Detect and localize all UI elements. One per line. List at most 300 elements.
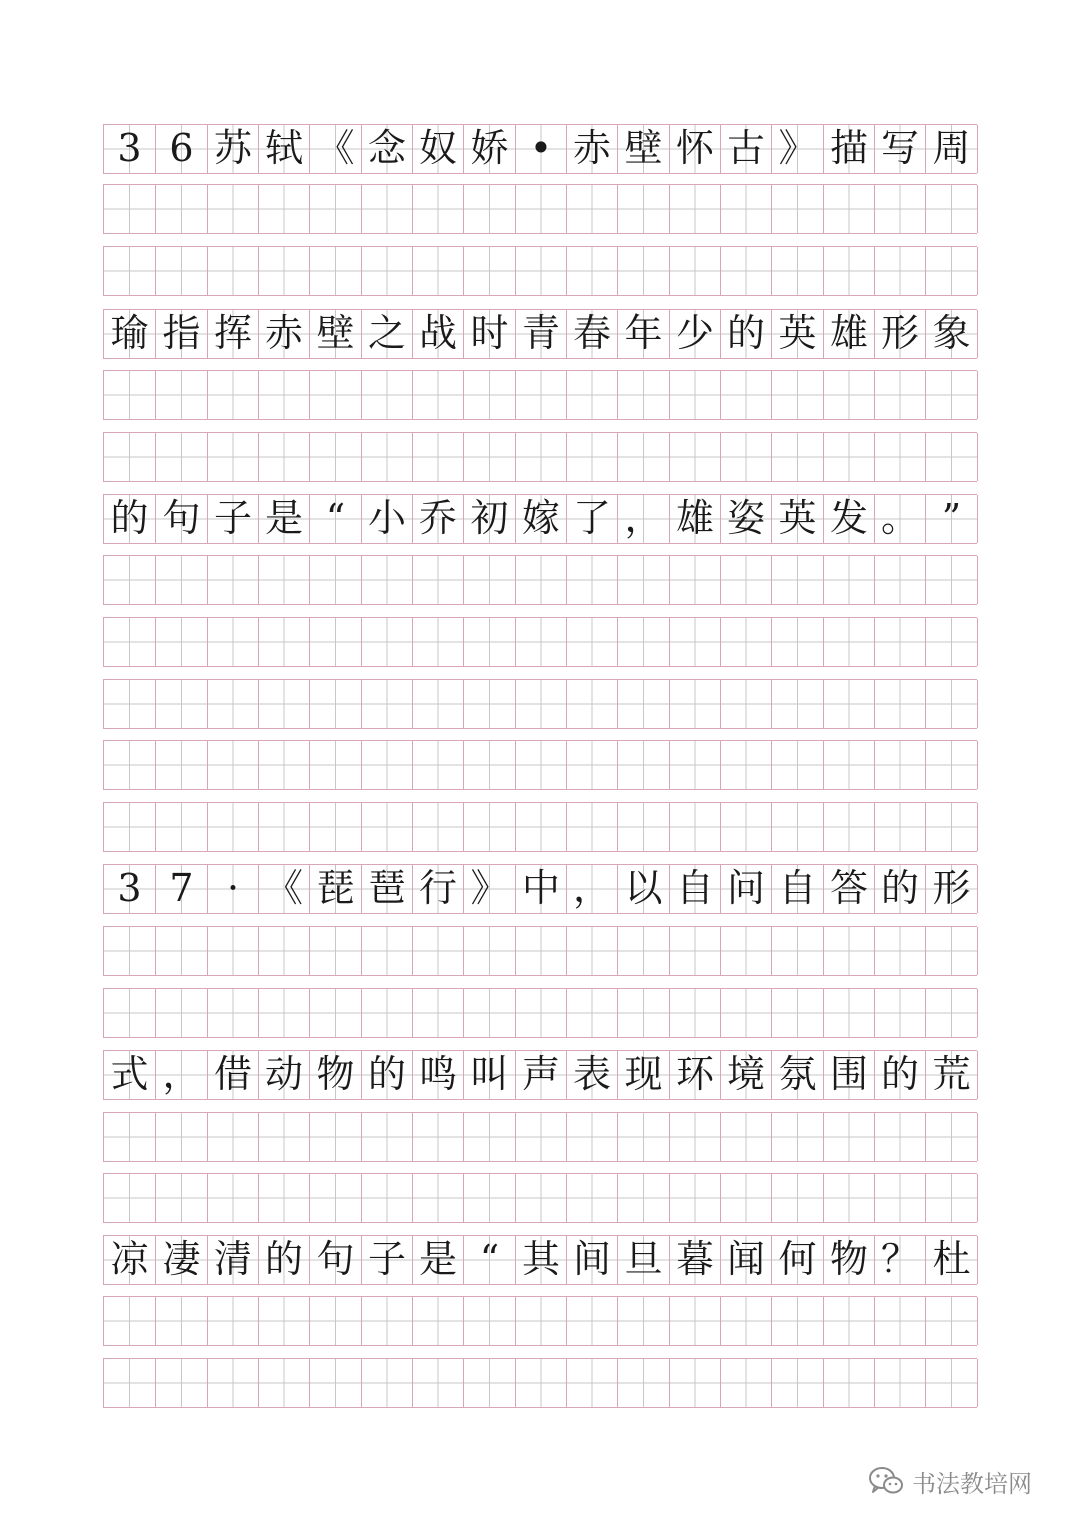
practice-cell [156,680,208,728]
practice-cell [516,741,567,789]
text-row [103,1235,977,1285]
practice-cell [824,185,875,233]
practice-cell [567,247,618,295]
practice-cell [772,1174,824,1222]
practice-cell [362,556,413,604]
practice-cell [208,1113,259,1161]
character: 形 [932,866,971,910]
practice-cell [208,989,259,1037]
character: 了 [572,496,611,540]
practice-cell [413,1113,464,1161]
practice-cell [310,433,362,481]
practice-cell [721,803,772,851]
practice-cell [516,556,567,604]
practice-cell [516,247,567,295]
character: 何 [778,1237,817,1281]
character-cell [618,1236,670,1284]
character-cell [772,125,824,173]
character-cell [208,865,259,913]
practice-cell [156,618,208,666]
practice-cell [156,247,208,295]
practice-cell [208,247,259,295]
practice-cell [721,618,772,666]
practice-cell [567,1174,618,1222]
blank-practice-row [103,1173,977,1223]
character: 的 [264,1237,303,1281]
character-cell [464,1236,516,1284]
practice-cell [721,1174,772,1222]
practice-cell [824,741,875,789]
practice-cell [670,433,721,481]
practice-cell [670,1113,721,1161]
character-cell [156,310,208,358]
practice-cell [464,556,516,604]
practice-cell [875,618,926,666]
character: 句 [162,496,201,540]
practice-cell [875,1174,926,1222]
character: 境 [726,1052,765,1096]
character: 》 [470,866,509,910]
character: 初 [470,496,509,540]
practice-cell [413,556,464,604]
character: 表 [572,1052,611,1096]
practice-cell [362,680,413,728]
character-cell [310,1051,362,1099]
character-cell [413,495,464,543]
practice-cell [875,803,926,851]
practice-cell [104,1359,156,1407]
practice-cell [259,989,310,1037]
character-cell [310,310,362,358]
character: 3 [117,126,142,170]
blank-practice-row [103,988,977,1038]
practice-cell [208,680,259,728]
practice-cell [259,741,310,789]
practice-cell [259,1174,310,1222]
practice-cell [926,989,978,1037]
practice-cell [721,1113,772,1161]
practice-cell [413,989,464,1037]
character: 轼 [264,126,303,170]
practice-cell [104,433,156,481]
practice-cell [156,803,208,851]
character: 式 [110,1052,149,1096]
practice-cell [875,1297,926,1345]
practice-cell [310,1113,362,1161]
practice-cell [259,185,310,233]
character-cell [362,125,413,173]
practice-cell [670,989,721,1037]
practice-cell [670,618,721,666]
practice-cell [567,927,618,975]
practice-cell [104,741,156,789]
practice-cell [310,741,362,789]
practice-cell [413,1359,464,1407]
practice-cell [104,1113,156,1161]
character: 的 [880,866,919,910]
practice-cell [464,741,516,789]
practice-cell [310,185,362,233]
blank-practice-row [103,246,977,296]
character-cell [670,495,721,543]
practice-cell [670,1297,721,1345]
practice-cell [259,680,310,728]
practice-cell [772,927,824,975]
practice-cell [618,1174,670,1222]
character: 6 [169,126,194,170]
practice-cell [156,1359,208,1407]
character-cell [721,125,772,173]
practice-cell [926,1113,978,1161]
character: 瑜 [110,311,149,355]
blank-practice-row [103,740,977,790]
practice-cell [310,556,362,604]
practice-cell [875,927,926,975]
blank-practice-row [103,1112,977,1162]
practice-cell [259,927,310,975]
practice-cell [464,1297,516,1345]
character: 3 [117,866,142,910]
practice-cell [721,247,772,295]
character-cell [516,1236,567,1284]
practice-cell [721,433,772,481]
character-cell [208,1236,259,1284]
practice-cell [464,371,516,419]
character: 少 [675,311,714,355]
practice-cell [721,741,772,789]
practice-cell [926,1359,978,1407]
character-cell [567,125,618,173]
practice-cell [464,185,516,233]
practice-cell [618,803,670,851]
practice-cell [618,927,670,975]
character-cell [926,1051,978,1099]
character: 叫 [470,1052,509,1096]
character: 是 [264,496,303,540]
practice-cell [926,556,978,604]
practice-cell [824,1174,875,1222]
practice-cell [875,989,926,1037]
character: ？ [880,1237,919,1281]
practice-cell [721,1359,772,1407]
character: 7 [169,866,194,910]
character-cell [875,865,926,913]
character-cell [259,310,310,358]
character: 英 [778,496,817,540]
character-cell [926,125,978,173]
text-row [103,864,977,914]
character-cell [824,495,875,543]
character-cell [464,125,516,173]
character: 娇 [470,126,509,170]
practice-cell [362,1359,413,1407]
character: 指 [162,311,201,355]
practice-cell [618,618,670,666]
practice-cell [772,803,824,851]
practice-cell [156,989,208,1037]
practice-cell [104,371,156,419]
character-cell [772,495,824,543]
practice-cell [413,433,464,481]
character-cell [464,495,516,543]
character: 的 [880,1052,919,1096]
character-cell [670,865,721,913]
character: 写 [880,126,919,170]
practice-cell [413,927,464,975]
character-cell [464,1051,516,1099]
practice-cell [208,556,259,604]
character-cell [310,125,362,173]
practice-cell [670,680,721,728]
practice-cell [464,1359,516,1407]
character-cell [208,1051,259,1099]
character: 雄 [675,496,714,540]
text-row [103,1050,977,1100]
practice-cell [516,618,567,666]
character-cell [464,865,516,913]
character: “ [325,496,346,540]
practice-cell [516,1359,567,1407]
practice-cell [156,1174,208,1222]
character-cell [156,1051,208,1099]
character: 奴 [418,126,457,170]
practice-cell [413,618,464,666]
character-cell [618,495,670,543]
practice-cell [362,1174,413,1222]
practice-cell [413,247,464,295]
practice-cell [567,433,618,481]
practice-cell [721,1297,772,1345]
character: 环 [675,1052,714,1096]
practice-cell [824,371,875,419]
character: ， [572,866,611,910]
text-row [103,309,977,359]
character: 象 [932,311,971,355]
character-cell [104,310,156,358]
practice-cell [772,680,824,728]
practice-cell [567,1297,618,1345]
blank-practice-row [103,1296,977,1346]
character-cell [772,1051,824,1099]
character-cell [516,310,567,358]
character-cell [875,310,926,358]
practice-cell [464,247,516,295]
character-cell [824,1051,875,1099]
character-cell [413,310,464,358]
character: “ [479,1237,500,1281]
practice-cell [104,185,156,233]
character: ， [162,1052,201,1096]
blank-practice-row [103,679,977,729]
character: 小 [367,496,406,540]
practice-cell [464,1113,516,1161]
character-cell [721,310,772,358]
practice-cell [670,927,721,975]
character: 念 [367,126,406,170]
practice-cell [413,803,464,851]
practice-cell [259,803,310,851]
text-row [103,494,977,544]
practice-cell [824,618,875,666]
character: 英 [778,311,817,355]
practice-cell [721,556,772,604]
character: 发 [829,496,868,540]
character: 怀 [675,126,714,170]
character-cell [259,125,310,173]
practice-cell [670,371,721,419]
practice-cell [208,618,259,666]
character: 赤 [264,311,303,355]
practice-cell [772,989,824,1037]
practice-cell [104,556,156,604]
practice-cell [670,1174,721,1222]
character-cell [208,125,259,173]
character-cell [464,310,516,358]
character: 古 [726,126,765,170]
practice-cell [567,556,618,604]
practice-cell [721,927,772,975]
practice-cell [156,185,208,233]
character: 琵 [316,866,355,910]
character-cell [259,495,310,543]
character-cell [875,125,926,173]
practice-cell [772,1297,824,1345]
character-cell [824,310,875,358]
practice-cell [567,185,618,233]
practice-cell [618,741,670,789]
practice-cell [156,371,208,419]
practice-cell [259,371,310,419]
practice-cell [618,680,670,728]
practice-cell [875,1359,926,1407]
practice-cell [464,927,516,975]
practice-cell [259,1359,310,1407]
character-cell [362,495,413,543]
practice-cell [104,680,156,728]
practice-cell [310,927,362,975]
character-cell [670,1051,721,1099]
character: 周 [932,126,971,170]
character: 清 [213,1237,252,1281]
character-cell [310,495,362,543]
practice-cell [104,247,156,295]
character: 旦 [624,1237,663,1281]
practice-cell [413,1297,464,1345]
blank-practice-row [103,802,977,852]
practice-cell [208,185,259,233]
practice-cell [670,556,721,604]
character: 的 [367,1052,406,1096]
character-cell [362,1051,413,1099]
character: 春 [572,311,611,355]
practice-cell [772,1113,824,1161]
character: 物 [316,1052,355,1096]
character: 的 [726,311,765,355]
character-cell [567,1051,618,1099]
practice-cell [618,371,670,419]
practice-cell [926,1174,978,1222]
character: 暮 [675,1237,714,1281]
practice-cell [208,433,259,481]
character: 现 [624,1052,663,1096]
character: 凉 [110,1237,149,1281]
character-cell [413,865,464,913]
character-cell [362,310,413,358]
character-cell [516,865,567,913]
character-cell [772,865,824,913]
character: 姿 [726,496,765,540]
practice-cell [516,680,567,728]
character: 杜 [932,1237,971,1281]
character: 凄 [162,1237,201,1281]
character: 时 [470,311,509,355]
practice-cell [208,1174,259,1222]
practice-cell [670,741,721,789]
practice-cell [413,1174,464,1222]
blank-practice-row [103,617,977,667]
practice-cell [362,618,413,666]
practice-cell [516,185,567,233]
practice-cell [567,680,618,728]
practice-cell [464,1174,516,1222]
practice-cell [208,1297,259,1345]
character-cell [259,1051,310,1099]
practice-cell [618,1113,670,1161]
practice-cell [567,989,618,1037]
practice-cell [362,247,413,295]
practice-cell [824,1359,875,1407]
wechat-icon [868,1466,904,1496]
practice-cell [362,927,413,975]
practice-cell [516,1113,567,1161]
character-cell [772,1236,824,1284]
character: 是 [418,1237,457,1281]
practice-cell [772,247,824,295]
character-cell [618,865,670,913]
character-cell [156,495,208,543]
practice-cell [310,803,362,851]
character-cell [618,125,670,173]
practice-cell [362,185,413,233]
practice-cell [926,803,978,851]
practice-cell [464,618,516,666]
practice-cell [721,989,772,1037]
character-cell [721,865,772,913]
practice-cell [413,680,464,728]
practice-cell [310,1359,362,1407]
practice-cell [464,989,516,1037]
character: 之 [367,311,406,355]
practice-cell [310,247,362,295]
practice-cell [104,618,156,666]
character: 物 [829,1237,868,1281]
character-cell [567,1236,618,1284]
character-cell [516,495,567,543]
practice-cell [104,989,156,1037]
practice-cell [926,741,978,789]
character-cell [310,865,362,913]
practice-cell [772,371,824,419]
practice-cell [618,1297,670,1345]
practice-cell [413,185,464,233]
practice-cell [156,927,208,975]
blank-practice-row [103,1358,977,1408]
practice-cell [464,680,516,728]
character: 年 [624,311,663,355]
practice-cell [516,803,567,851]
practice-cell [413,741,464,789]
practice-cell [618,556,670,604]
